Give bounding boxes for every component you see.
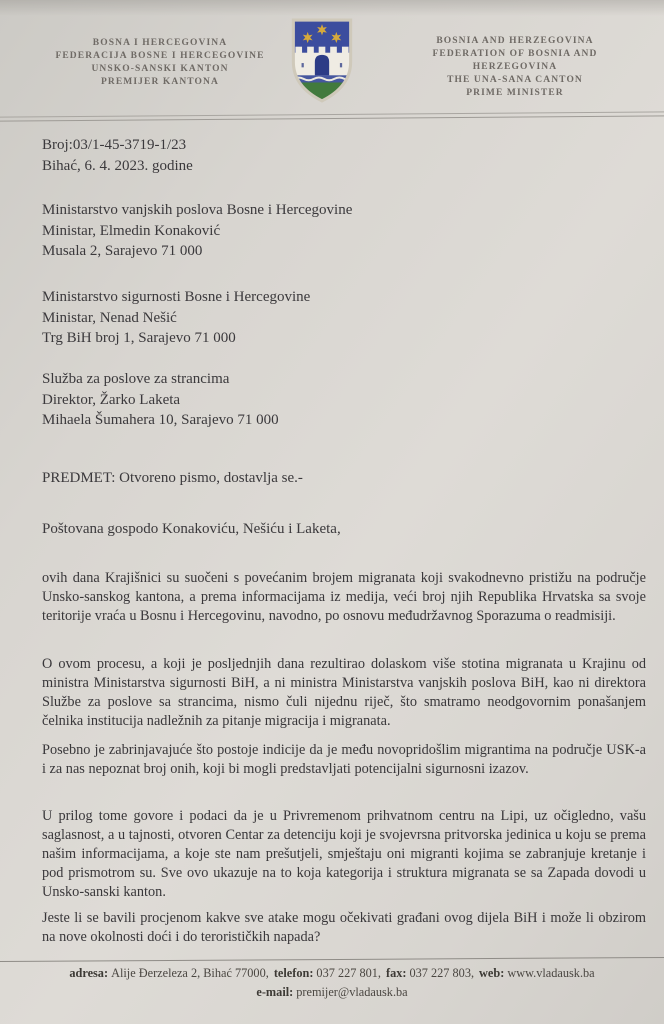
footer-email-line — [0, 983, 664, 1002]
salutation: Poštovana gospodo Konakoviću, Nešiću i Laketa, — [42, 521, 341, 537]
letterhead-line: FEDERACIJA BOSNE I HERCEGOVINE — [55, 51, 265, 61]
recipient-block-security-ministry — [42, 287, 310, 349]
footer-web-value: www.vladausk.ba — [507, 966, 595, 980]
body-paragraph: Posebno je zabrinjavajuće što postoje indicije da je među novopridošlim migrantima na područje USK-a i za nas nepoznat broj onih, koji bi mogli predstavljati potencijalni sigurnosni izazov. — [42, 742, 646, 777]
body-paragraph: Jeste li se bavili procjenom kakve sve atake mogu očekivati građani ovog dijela BiH i može li obzirom na nove okolnosti doći i do terorističkih napada? — [42, 910, 646, 945]
recipient-line: Mihaela Šumahera 10, Sarajevo 71 000 — [42, 412, 279, 428]
recipient-line: Služba za poslove za strancima — [42, 371, 230, 387]
letterhead-right — [398, 35, 632, 100]
footer-address-label: adresa: — [69, 966, 109, 980]
body-paragraph: ovih dana Krajišnici su suočeni s povećanim brojem migranata koji svakodnevno pristižu na područje Unsko-sanskog kantona, a prema informacijama iz medija, veći broj njih Republika Hrvatska sa svoje teritorije vraća u Bosnu i Hercegovinu, navodno, po osnovu međudržavnog Sporazuma o readmisiji. — [42, 570, 646, 624]
recipient-line: Ministarstvo sigurnosti Bosne i Hercegovine — [42, 289, 311, 305]
letterhead-line: PRIME MINISTER — [466, 88, 564, 98]
footer-contact-line — [0, 964, 664, 983]
footer-email-value: premijer@vladausk.ba — [296, 985, 408, 999]
footer-phone-value: 037 227 801, — [316, 966, 381, 980]
footer-divider — [0, 957, 664, 962]
reference-block — [42, 135, 193, 176]
letterhead-left — [48, 37, 272, 89]
letterhead-line: FEDERATION OF BOSNIA AND HERZEGOVINA — [432, 49, 598, 72]
subject-line: PREDMET: Otvoreno pismo, dostavlja se.- — [42, 470, 303, 486]
header-divider — [0, 111, 664, 121]
reference-number: Broj:03/1-45-3719-1/23 — [42, 137, 187, 153]
recipient-block-foreign-affairs — [42, 200, 352, 262]
reference-date: Bihać, 6. 4. 2023. godine — [42, 157, 193, 174]
recipient-block-foreigners-affairs-service — [42, 369, 279, 431]
letterhead-line: BOSNA I HERCEGOVINA — [92, 38, 228, 48]
footer-email-label: e-mail: — [256, 985, 294, 999]
footer-fax-label: fax: — [385, 966, 407, 980]
recipient-line: Ministar, Elmedin Konaković — [42, 222, 221, 239]
letterhead-line: UNSKO-SANSKI KANTON — [91, 64, 229, 74]
recipient-line: Musala 2, Sarajevo 71 000 — [42, 243, 203, 259]
letterhead-line: BOSNIA AND HERZEGOVINA — [436, 36, 594, 46]
letterhead-line: THE UNA-SANA CANTON — [447, 75, 583, 85]
letterhead-line: PREMIJER KANTONA — [101, 77, 219, 87]
footer-web-label: web: — [479, 966, 505, 980]
footer-fax-value: 037 227 803, — [409, 966, 475, 980]
recipient-line: Ministar, Nenad Nešić — [42, 309, 177, 326]
coat-of-arms-icon — [288, 16, 356, 106]
body-paragraph: U prilog tome govore i podaci da je u Privremenom prihvatnom centru na Lipi, uz očigledno, vašu saglasnost, a u tajnosti, otvoren Centar za detenciju koji je svojevrsna pritvorska jedinica u koju se prema našim informacijama, a koje ste nam prešutjeli, smještaju oni migranti kojima se zabranjuje kretanje i pod prismotrom su. Sve ovo ukazuje na to koja kategorija i struktura migranata se sa Zapada dovodi u Unsko-sanski kanton. — [42, 808, 646, 900]
recipient-line: Direktor, Žarko Laketa — [42, 391, 181, 408]
recipient-line: Trg BiH broj 1, Sarajevo 71 000 — [42, 330, 236, 346]
footer — [0, 964, 664, 1002]
recipient-line: Ministarstvo vanjskih poslova Bosne i Hercegovine — [42, 202, 353, 218]
footer-address-value: Alije Đerzeleza 2, Bihać 77000, — [111, 966, 269, 980]
body-paragraph: O ovom procesu, a koji je posljednjih dana rezultirao dolaskom više stotina migranata u Krajinu od ministra Ministarstva sigurnosti BiH, a ni ministra Ministarstva vanjskih poslova BiH, kao ni direktora Službe za poslove sa strancima, nismo čuli nijednu riječ, što smatramo neodgovornim ponašanjem čelnika institucija nadležnih za pitanje migracija i migranata. — [42, 656, 646, 729]
footer-phone-label: telefon: — [273, 966, 314, 980]
